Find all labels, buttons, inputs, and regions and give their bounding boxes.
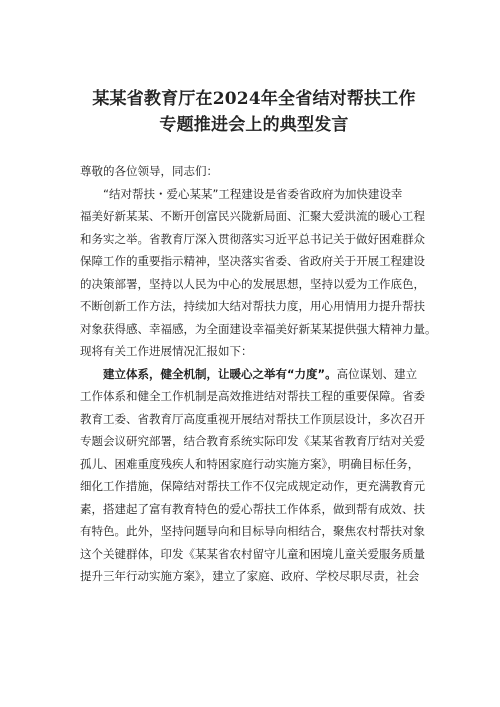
section-1-heading: 建立体系，健全机制，让暖心之举有“力度”。 [103, 366, 337, 381]
document-title [80, 86, 428, 138]
section-1-line: 细化工作措施，保障结对帮扶工作不仅完成规定动作，更充满教育元 [80, 479, 425, 493]
section-1-line: 孤儿、困难重度残疾人和特困家庭行动实施方案》，明确目标任务， [80, 456, 420, 471]
intro-line: 福美好新某某、不断开创富民兴陇新局面、汇聚大爱洪流的暖心工程 [80, 209, 425, 223]
intro-line: “结对帮扶・爱心某某”工程建设是省委省政府为加快建设幸 [103, 186, 403, 201]
title-line-1: 某某省教育厅在2024年全省结对帮扶工作 [92, 89, 416, 109]
section-1-first-rest: 高位谋划、建立 [336, 366, 418, 381]
section-1-line: 教育工委、省教育厅高度重视开展结对帮扶工作顶层设计，多次召开 [80, 411, 425, 426]
greeting: 尊敬的各位领导，同志们： [80, 164, 218, 178]
section-1-paragraph [80, 363, 428, 588]
section-1-line: 这个关键群体，印发《某某省农村留守儿童和困境儿童关爱服务质量 [80, 546, 425, 561]
intro-line: 的决策部署，坚持以人民为中心的发展思想，坚持以爱为工作底色， [80, 276, 425, 291]
section-1-line: 有特色。此外，坚持问题导向和目标导向相结合，聚焦农村帮扶对象 [80, 524, 425, 538]
intro-line: 对象获得感、幸福感，为全面建设幸福美好新某某提供强大精神力量。 [80, 321, 437, 336]
intro-paragraph [80, 183, 437, 363]
title-line-2: 专题推进会上的典型发言 [159, 115, 349, 135]
intro-line: 保障工作的重要指示精神，坚决落实省委、省政府关于开展工程建设 [80, 254, 425, 268]
section-1-line: 素，搭建起了富有教育特色的爱心帮扶工作体系，做到帮有成效、扶 [80, 501, 425, 516]
section-1-line: 工作体系和健全工作机制是高效推进结对帮扶工程的重要保障。省委 [80, 389, 425, 403]
section-1-line: 专题会议研究部署，结合教育系统实际印发《某某省教育厅结对关爱 [80, 434, 425, 448]
intro-line: 现将有关工作进展情况汇报如下： [80, 344, 253, 358]
section-1-line: 提升三年行动实施方案》，建立了家庭、政府、学校尽职尽责，社会 [80, 569, 420, 583]
section-1-first-line [80, 363, 428, 386]
intro-line: 不断创新工作方法，持续加大结对帮扶力度，用心用情用力提升帮扶 [80, 299, 425, 313]
intro-line: 和务实之举。省教育厅深入贯彻落实习近平总书记关于做好困难群众 [80, 231, 425, 246]
